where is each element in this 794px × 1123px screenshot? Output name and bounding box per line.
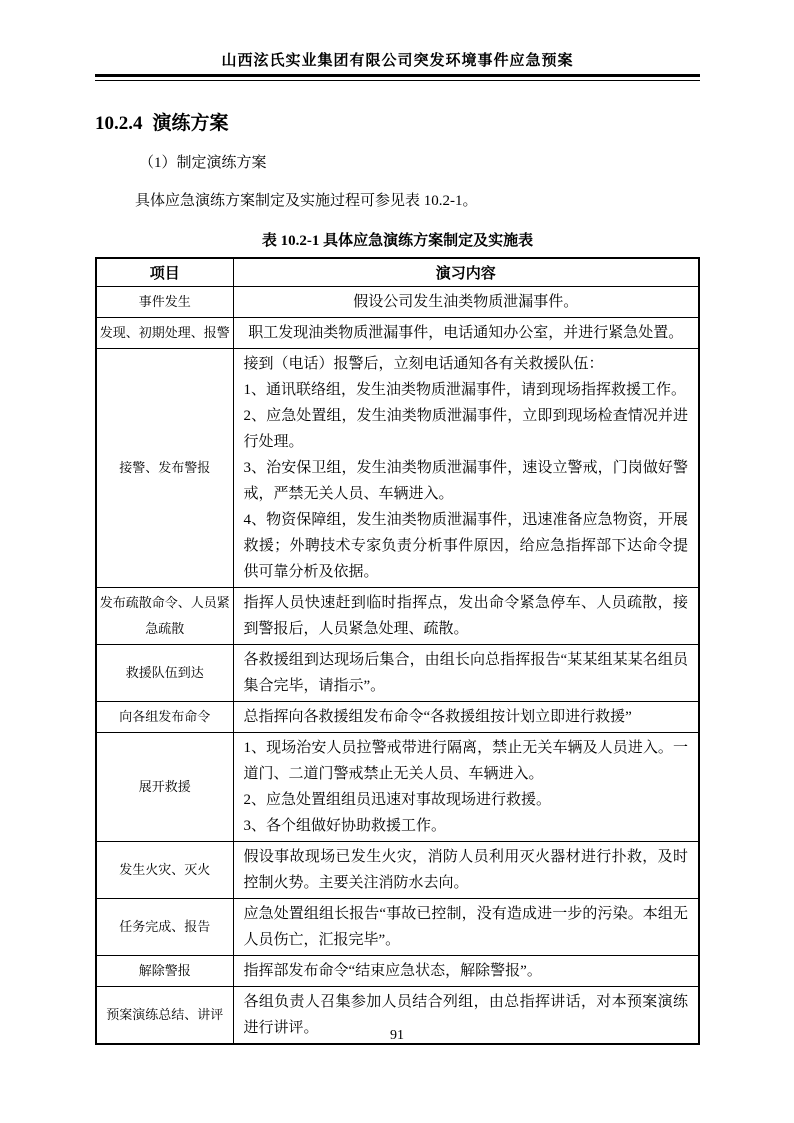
table-row <box>96 841 699 898</box>
content-paragraph: 指挥人员快速赶到临时指挥点，发出命令紧急停车、人员疏散，接到警报后，人员紧急处理、疏散。 <box>243 594 688 637</box>
content-paragraph: 接到（电话）报警后，立刻电话通知各有关救援队伍： <box>243 355 604 372</box>
section-heading <box>95 113 700 135</box>
section-heading-title: 演练方案 <box>152 113 229 134</box>
table-row <box>96 317 699 348</box>
table-row <box>96 348 699 587</box>
drill-table-body <box>96 286 699 1044</box>
row-item-label: 发现、初期处理、报警 <box>96 317 233 348</box>
table-caption: 表 10.2-1 具体应急演练方案制定及实施表 <box>261 233 534 249</box>
table-row <box>96 701 699 732</box>
row-content <box>233 348 699 587</box>
content-paragraph: 应急处置组组长报告“事故已控制，没有造成进一步的污染。本组无人员伤亡，汇报完毕”。 <box>243 905 688 948</box>
row-content <box>233 732 699 841</box>
content-paragraph: 1、现场治安人员拉警戒带进行隔离，禁止无关车辆及人员进入。一道门、二道门警戒禁止无关人员、车辆进入。 <box>243 739 688 782</box>
header-rule <box>95 74 700 81</box>
content-paragraph: 假设公司发生油类物质泄漏事件。 <box>353 293 579 310</box>
table-header-row <box>96 258 699 286</box>
table-row <box>96 898 699 955</box>
running-header-title: 山西泫氏实业集团有限公司突发环境事件应急预案 <box>221 53 574 69</box>
content-paragraph: 3、各个组做好协助救援工作。 <box>243 817 447 834</box>
content-paragraph: 4、物资保障组，发生油类物质泄漏事件，迅速准备应急物资，开展救援；外聘技术专家负责分析事件原因，给应急指挥部下达命令提供可靠分析及依据。 <box>243 511 688 580</box>
row-content <box>233 587 699 644</box>
drill-plan-table <box>95 257 700 1045</box>
row-item-label: 展开救援 <box>96 732 233 841</box>
row-item-label: 发布疏散命令、人员紧急疏散 <box>96 587 233 644</box>
section-heading-number: 10.2.4 <box>95 113 143 134</box>
content-paragraph: 总指挥向各救援组发布命令“各救援组按计划立即进行救援” <box>243 708 632 725</box>
row-item-label: 预案演练总结、讲评 <box>96 986 233 1044</box>
content-paragraph: 2、应急处置组组员迅速对事故现场进行救援。 <box>243 791 552 808</box>
row-content <box>233 286 699 317</box>
content-paragraph: 3、治安保卫组，发生油类物质泄漏事件，速设立警戒，门岗做好警戒，严禁无关人员、车辆进入。 <box>243 459 688 502</box>
row-content <box>233 317 699 348</box>
table-row <box>96 587 699 644</box>
page-number: 91 <box>390 1028 404 1043</box>
row-content <box>233 841 699 898</box>
content-paragraph: 各组负责人召集参加人员结合列组，由总指挥讲话，对本预案演练进行讲评。 <box>243 993 688 1036</box>
content-paragraph: 各救援组到达现场后集合，由组长向总指挥报告“某某组某某名组员集合完毕，请指示”。 <box>243 651 688 694</box>
row-content <box>233 644 699 701</box>
row-item-label: 救援队伍到达 <box>96 644 233 701</box>
table-row <box>96 955 699 986</box>
row-content <box>233 898 699 955</box>
content-paragraph: 2、应急处置组，发生油类物质泄漏事件，立即到现场检查情况并进行处理。 <box>243 407 688 450</box>
row-item-label: 事件发生 <box>96 286 233 317</box>
table-row <box>96 644 699 701</box>
row-item-label: 向各组发布命令 <box>96 701 233 732</box>
row-item-label: 接警、发布警报 <box>96 348 233 587</box>
content-paragraph: 职工发现油类物质泄漏事件，电话通知办公室，并进行紧急处置。 <box>248 324 684 341</box>
sub-heading-paragraph: （1）制定演练方案 <box>139 155 267 171</box>
row-item-label: 任务完成、报告 <box>96 898 233 955</box>
column-header-item: 项目 <box>96 258 233 286</box>
content-paragraph: 假设事故现场已发生火灾，消防人员利用灭火器材进行扑救，及时控制火势。主要关注消防水去向。 <box>243 848 688 891</box>
content-paragraph: 指挥部发布命令“结束应急状态，解除警报”。 <box>243 962 542 979</box>
content-paragraph: 1、通讯联络组，发生油类物质泄漏事件，请到现场指挥救援工作。 <box>243 381 687 398</box>
row-content <box>233 701 699 732</box>
table-row <box>96 732 699 841</box>
column-header-content: 演习内容 <box>233 258 699 286</box>
row-item-label: 解除警报 <box>96 955 233 986</box>
table-row <box>96 286 699 317</box>
intro-paragraph: 具体应急演练方案制定及实施过程可参见表 10.2-1。 <box>135 193 478 209</box>
row-item-label: 发生火灾、灭火 <box>96 841 233 898</box>
row-content <box>233 955 699 986</box>
